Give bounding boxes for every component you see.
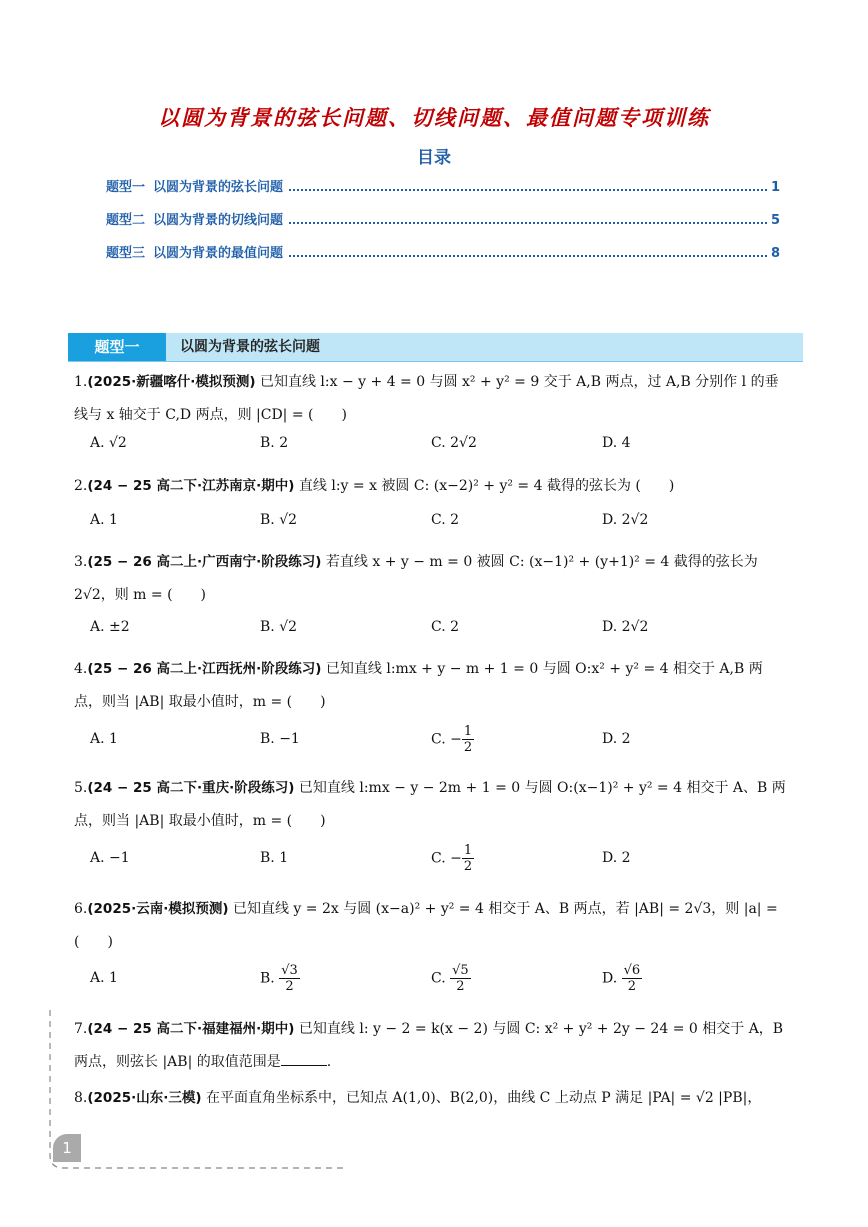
toc-entry-text: 以圆为背景的最值问题: [153, 246, 284, 261]
question-number: 4.: [74, 661, 88, 677]
question-6: [74, 893, 806, 959]
table-of-contents: [106, 176, 780, 275]
toc-entry-text: 以圆为背景的弦长问题: [153, 180, 284, 195]
section-title: 以圆为背景的弦长问题: [180, 339, 320, 355]
question-source: (24 − 25 高二下·重庆·阶段练习): [87, 780, 295, 796]
question-2-options: [90, 505, 790, 535]
question-number: 1.: [74, 374, 88, 390]
question-text: ( ): [74, 934, 113, 950]
toc-entry[interactable]: [106, 209, 780, 242]
fraction: $\frac{1}{2}$: [463, 724, 473, 755]
question-1: [74, 366, 806, 432]
option-d[interactable]: D. 2: [602, 731, 631, 747]
question-source: (2025·新疆喀什·模拟预测): [87, 374, 256, 390]
question-text: 已知直线 y = 2x 与圆 (x−a)² + y² = 4 相交于 A、B 两点，若 |AB| = 2√3，则 |a| =: [232, 901, 778, 917]
toc-entry-text: 以圆为背景的切线问题: [153, 213, 284, 228]
option-d[interactable]: D. 2√2: [602, 619, 649, 635]
option-b[interactable]: B. −1: [260, 731, 300, 747]
question-number: 2.: [74, 478, 88, 494]
toc-leader: [289, 222, 767, 224]
toc-leader: [289, 255, 767, 257]
option-c[interactable]: C. − $\frac{1}{2}$: [431, 724, 473, 755]
option-b[interactable]: B. √2: [260, 512, 298, 528]
option-c[interactable]: C. 2: [431, 619, 460, 635]
option-b[interactable]: B. 2: [260, 435, 289, 451]
option-a[interactable]: A. 1: [90, 731, 118, 747]
question-text: 两点，则弦长 |AB| 的取值范围是: [74, 1054, 281, 1070]
question-7: 7.(24 − 25 高二下·福建福州·期中) 已知直线 l: y − 2 = k(x − 2) 与圆 C: x² + y² + 2y − 24 = 0 相交于 A，B 两点，则弦长 |AB| 的取值范围是 .: [74, 1021, 784, 1070]
question-text: 线与 x 轴交于 C,D 两点，则 |CD| = ( ): [74, 407, 347, 423]
question-2: [74, 470, 806, 503]
question-text: 若直线 x + y − m = 0 被圆 C: (x−1)² + (y+1)² = 4 截得的弦长为: [325, 554, 758, 570]
question-number: 7.: [74, 1021, 88, 1037]
option-a[interactable]: A. −1: [90, 850, 130, 866]
toc-entry-page: 5: [770, 213, 780, 228]
toc-entry-page: 8: [770, 246, 780, 261]
page-corner-decoration: [47, 1010, 347, 1170]
option-b[interactable]: B. $\frac{√3}{2}$: [260, 963, 298, 994]
question-text: 直线 l:y = x 被圆 C: (x−2)² + y² = 4 截得的弦长为 ( ): [298, 478, 675, 494]
fraction: $\frac{√6}{2}$: [623, 963, 641, 994]
question-text: 已知直线 l:mx + y − m + 1 = 0 与圆 O:x² + y² = 4 相交于 A,B 两: [325, 661, 763, 677]
option-a[interactable]: A. 1: [90, 512, 118, 528]
question-3-options: [90, 612, 790, 642]
question-source: (24 − 25 高二下·福建福州·期中): [87, 1021, 295, 1037]
option-d[interactable]: D. 2√2: [602, 512, 649, 528]
toc-leader: [289, 189, 767, 191]
toc-entry-label: 题型三: [106, 246, 146, 261]
toc-entry[interactable]: [106, 176, 780, 209]
question-1-options: [90, 428, 790, 458]
option-d[interactable]: D. $\frac{√6}{2}$: [602, 963, 641, 994]
question-source: (24 − 25 高二下·江苏南京·期中): [87, 478, 295, 494]
question-5-options: [90, 843, 790, 873]
toc-entry-label: 题型一: [106, 180, 146, 195]
question-number: 6.: [74, 901, 88, 917]
question-3: [74, 546, 806, 612]
question-source: (25 − 26 高二上·广西南宁·阶段练习): [87, 554, 322, 570]
option-c[interactable]: C. − $\frac{1}{2}$: [431, 843, 473, 874]
fraction: $\frac{√3}{2}$: [281, 963, 298, 994]
option-d[interactable]: D. 4: [602, 435, 631, 451]
question-4-options: [90, 724, 790, 754]
question-source: (25 − 26 高二上·江西抚州·阶段练习): [87, 661, 322, 677]
question-text: 点，则当 |AB| 取最小值时，m = ( ): [74, 694, 326, 710]
section-tag: 题型一: [68, 333, 166, 361]
document-title: 以圆为背景的弦长问题、切线问题、最值问题专项训练: [158, 105, 710, 130]
question-5: [74, 772, 806, 838]
section-header: [68, 333, 803, 362]
option-a[interactable]: A. ±2: [90, 619, 130, 635]
question-text: 已知直线 l:x − y + 4 = 0 与圆 x² + y² = 9 交于 A,B 两点，过 A,B 分别作 l 的垂: [259, 374, 779, 390]
question-text: 已知直线 l:mx − y − 2m + 1 = 0 与圆 O:(x−1)² + y² = 4 相交于 A、B 两: [298, 780, 786, 796]
question-text: 点，则当 |AB| 取最小值时，m = ( ): [74, 813, 326, 829]
toc-entry-page: 1: [770, 180, 780, 195]
option-d[interactable]: D. 2: [602, 850, 631, 866]
toc-heading: 目录: [417, 148, 451, 168]
fraction: $\frac{1}{2}$: [463, 843, 473, 874]
question-text: 已知直线 l: y − 2 = k(x − 2) 与圆 C: x² + y² + 2y − 24 = 0 相交于 A，B: [298, 1021, 784, 1037]
question-source: (2025·山东·三模): [87, 1090, 202, 1106]
question-source: (2025·云南·模拟预测): [87, 901, 229, 917]
option-b[interactable]: B. √2: [260, 619, 298, 635]
question-text: 2√2，则 m = ( ): [74, 587, 207, 603]
option-a[interactable]: A. 1: [90, 970, 118, 986]
option-c[interactable]: C. $\frac{√5}{2}$: [431, 963, 469, 994]
question-number: 5.: [74, 780, 88, 796]
option-c[interactable]: C. 2√2: [431, 435, 477, 451]
question-number: 3.: [74, 554, 88, 570]
question-6-options: [90, 963, 790, 993]
question-text: 在平面直角坐标系中，已知点 A(1,0)、B(2,0)，曲线 C 上动点 P 满足 |PA| = √2 |PB|，: [205, 1090, 762, 1106]
option-b[interactable]: B. 1: [260, 850, 289, 866]
question-number: 8.: [74, 1090, 88, 1106]
option-a[interactable]: A. √2: [90, 435, 127, 451]
question-4: [74, 653, 806, 719]
toc-entry-label: 题型二: [106, 213, 146, 228]
option-c[interactable]: C. 2: [431, 512, 460, 528]
toc-entry[interactable]: [106, 242, 780, 275]
page-number: 1: [53, 1134, 81, 1162]
fraction: $\frac{√5}{2}$: [452, 963, 469, 994]
